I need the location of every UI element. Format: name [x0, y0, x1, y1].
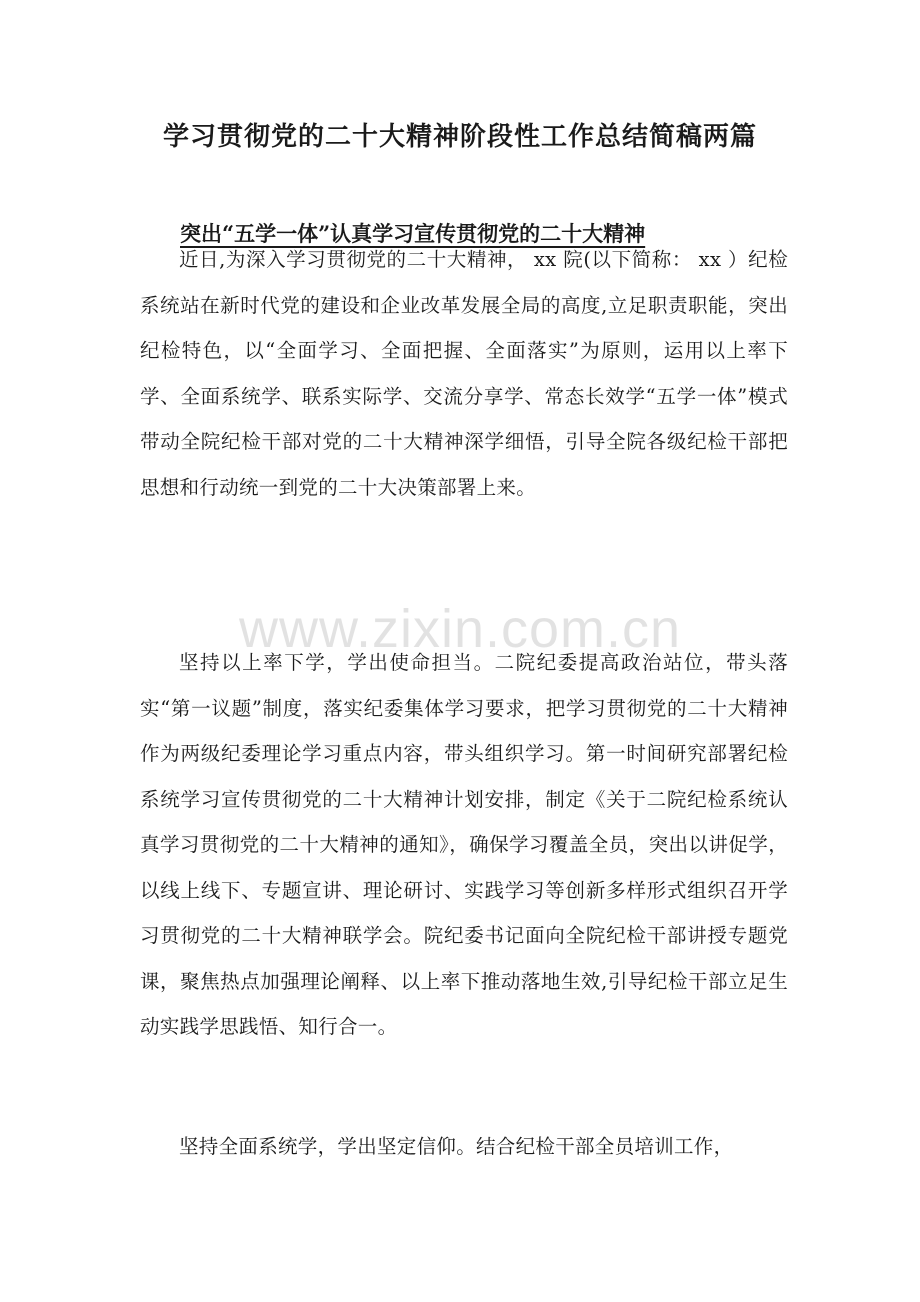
watermark: www.zixin.com.cn [238, 599, 682, 659]
section-heading: 突出“五学一体”认真学习宣传贯彻党的二十大精神 [180, 221, 646, 246]
paragraph-1: 近日,为深入学习贯彻党的二十大精神， xx 院(以下简称： xx ）纪检系统站在新时代党的建设和企业改革发展全局的高度,立足职责职能，突出纪检特色，以“全面学习、全面把握、全面落实”为原则，运用以上率下学、全面系统学、联系实际学、交流分享学、常态长效学“五学一体”模式带动全院纪检干部对党的二十大精神深学细悟，引导全院各级纪检干部把思想和行动统一到党的二十大决策部署上来。 [140, 248, 788, 499]
paragraph-2: 坚持以上率下学，学出使命担当。二院纪委提高政治站位，带头落实“第一议题”制度，落实纪委集体学习要求，把学习贯彻党的二十大精神作为两级纪委理论学习重点内容，带头组织学习。第一时间研究部署纪检系统学习宣传贯彻党的二十大精神计划安排，制定《关于二院纪检系统认真学习贯彻党的二十大精神的通知》，确保学习覆盖全员，突出以讲促学，以线上线下、专题宣讲、理论研讨、实践学习等创新多样形式组织召开学习贯彻党的二十大精神联学会。院纪委书记面向全院纪检干部讲授专题党课，聚焦热点加强理论阐释、以上率下推动落地生效,引导纪检干部立足生动实践学思践悟、知行合一。 [140, 651, 788, 1038]
document-title: 学习贯彻党的二十大精神阶段性工作总结简稿两篇 [162, 122, 757, 152]
paragraph-3: 坚持全面系统学，学出坚定信仰。结合纪检干部全员培训工作， [179, 1135, 734, 1158]
